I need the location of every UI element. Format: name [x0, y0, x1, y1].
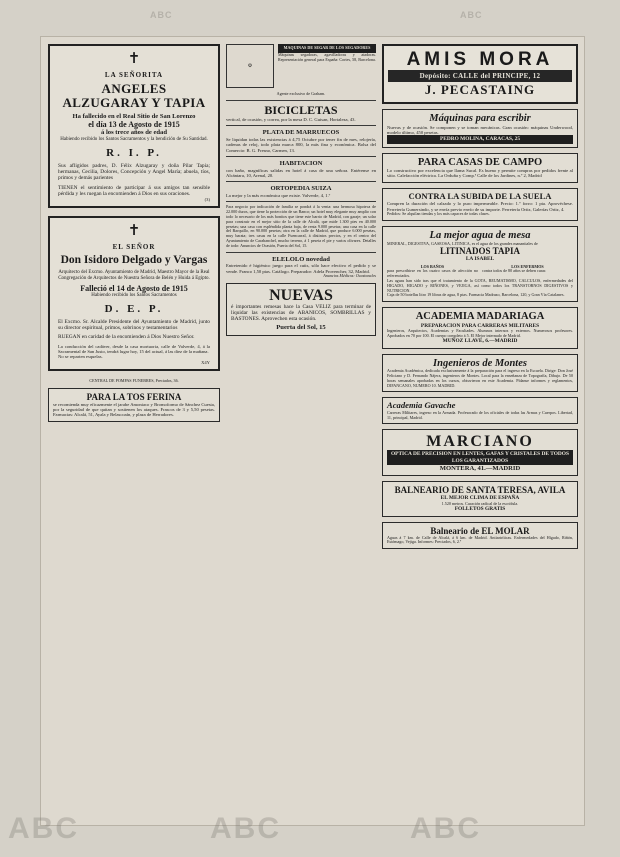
ad-gavache-title: Academia Gavache: [387, 400, 456, 411]
cross-icon: ✝: [127, 51, 141, 67]
ad-plata-body: Se liquidan todas las existencias á 4,75 Octubre por tener fin de mes, relojería, cadenas de reloj, todo plata marca 800, la más fina y económica. Bolsa del Comercio: B. G. Fresno, Carmen, 13.: [226, 136, 376, 153]
ad-ingenieros-montes: [382, 354, 578, 393]
ad-amis-title: AMIS MORA: [406, 49, 554, 70]
ad-elelolo-sig: Anuncios Médicos: Ocasionales: [323, 273, 376, 278]
obituary-prefix: EL SEÑOR: [112, 243, 156, 252]
column-middle: [226, 44, 376, 820]
ad-suela-body: Compren la duración del calzado y lo puro impermeable. Precio: 1.º forro: 1 pta. Aprovéchese. Ferretería Gumersindo, y se envía previo envío de su importe. Ferretería Ortiz, Galerías Ortiz, 4.: [387, 201, 573, 212]
ad-tos-ferina-title: PARA LA TOS FERINA: [86, 391, 182, 402]
ad-suela-sig: Pedidos: Se alquilan tiendas y los más capaces de todas clases.: [387, 211, 490, 217]
obituary-family: Sus afligidos padres, D. Félix Alzugaray y doña Pilar Tapia; hermanas, Cecilia, Dolores, Concepción y Angel María; abuela, tíos, primos y demás parientes: [58, 163, 210, 182]
ad-maquinas-title: MAQUINAS DE SEGAR DE LOS SEGADORES: [278, 44, 376, 53]
ad-bicicletas-title: BICICLETAS: [264, 102, 338, 117]
ad-agua-body2: Las aguas han sido tras que el tratamiento de la GOTA, REUMATISMO, CALCULOS, enfermedades del HIGADO, HIGADO y RIÑONES, y VEJIGA, así como todos los TRANSTORNOS DIGESTIVOS y NUTRICION.: [387, 277, 573, 293]
ad-maquinas-segar: [226, 44, 376, 88]
ad-casas-body: Lo constructivo por excelencia que llama Sucal. Es bueno y permite compras por pedidos frente al sitio. Calefacción eléctrica. La Orduña y Comp.ª Calle de los Jardines, n.º 2, Madrid: [387, 168, 573, 179]
ad-agua-col1-title: LOS BAÑOS: [420, 263, 445, 269]
ad-teresa-body: 1.520 metros. Curación radical de la escrófula.: [441, 500, 519, 506]
ad-academia-gavache: [382, 397, 578, 424]
ad-bicicletas-body: vertical, de ocasión, y correa, por la mesa D. C. Guisan, Hortaleza, 43.: [226, 116, 356, 122]
ad-tos-ferina: [48, 388, 220, 422]
watermark-abc: ABC: [150, 10, 173, 20]
ad-nuevas-title: NUEVAS: [269, 286, 333, 304]
ad-tos-ferina-body: se recomienda muy eficazmente el jarabe Amoniaco y Bromoformo de Sánchez Cuesta, por la seguridad de que quitan y sostienen los ataques. Frascos de 3 y 5,50 pesetas. Farmacias: Alcalá, 51, Ayala y Belascoaín, y plaza de Herradores.: [53, 401, 215, 418]
obituary-dep: D. E. P.: [104, 303, 164, 316]
ad-casas-title: PARA CASAS DE CAMPO: [417, 156, 543, 168]
ad-fincas-ocasion: Para negocio por indicación de familia se pondrá á la venta: una hermosa hipoteca de 22.000 duros, que tiene la protección de un Banco; un hotel muy elegante muy amplio con todo lo necesario de los más bonitos que tiene este barrio de Madrid, con garaje; un solar para construir en el mejor sitio de la calle de Alcalá, que mide 1.300 pies en 40.000 pesetas; una casa con espléndida planta baja, de renta 9.000 pesetas; una casa en la calle del Barquillo, en 90.000 pesetas; otra en la calle de Madrid, que produce 6.000 pesetas, muy barata; tres casas en la calle Fuencarral, á distintos precios, y en el centro del Ayuntamiento de Carabanchel, mucho terreno, á 1 peseta el pie y varios olivares. Detalles de todo: Anuncios de Ocasión, Puerta del Sol, 15.: [226, 204, 376, 248]
obituary-sacraments: Habiendo recibido los Santos Sacramentos: [91, 293, 177, 299]
ad-molar-body: Aguas á 7 km. de Calle de Alcalá, á 6 km. de Madrid. Antiartríticas. Enfermedades del Hígado, Riñón, Estómago, Vejiga. Informes: Preciados, 6, 2.º: [387, 534, 573, 545]
ad-balneario-santa-teresa: [382, 481, 578, 516]
watermark-abc: ABC: [460, 10, 483, 20]
obituary-death-date: Falleció el 14 de Agosto de 1915: [80, 284, 188, 294]
ad-ingenieros-title: Ingenieros de Montes: [433, 357, 527, 369]
obituary-name: ANGELES ALZUGARAY Y TAPIA: [62, 81, 206, 110]
cross-icon: ✝: [127, 223, 141, 240]
ad-plata-title: PLATA DE MARRUECOS: [262, 129, 340, 137]
ad-maquinas-body: Máquinas segadoras, agavilladoras y atadoras. Representación general para España: Cortes, 58, Barcelona.: [278, 51, 376, 62]
ad-escribir-title: Máquinas para escribir: [429, 113, 531, 124]
ad-marciano-sub: OPTICA DE PRECISION EN LENTES, GAFAS Y CRISTALES DE TODOS LOS GARANTIZADOS: [387, 450, 573, 464]
ad-suela-title: CONTRA LA SUBIDA DE LA SUELA: [408, 190, 552, 201]
ad-agua-title: La mejor agua de mesa: [429, 230, 531, 242]
obituary-plea: RUEGAN en caridad de la encomienden á Dios Nuestro Señor.: [58, 334, 195, 341]
column-right: [382, 44, 578, 820]
ad-nuevas-veliz: [226, 283, 376, 336]
obituary-name: Don Isidoro Delgado y Vargas: [60, 254, 208, 267]
ad-teresa-free: FOLLETOS GRATIS: [454, 506, 506, 513]
ad-gavache-body: Carreras Militares, ingreso en la Armada. Profesorado de los oficiales de todas las Armas y Cuerpos. Libertad, 11, principal, Madrid.: [387, 409, 573, 420]
ad-maquinas-tagline: Agente exclusivo de Graham.: [276, 91, 326, 96]
obituary-prefix: LA SEÑORITA: [104, 71, 164, 79]
ad-subida-suela: [382, 188, 578, 221]
ad-agua-sub: LA ISABEL: [465, 256, 495, 263]
segadora-illustration: [226, 44, 274, 88]
ad-plata-marruecos: [226, 129, 376, 153]
obituary-funeral-note: La conducción del cadáver, desde la casa mortuoria, calle de Valverde, 4, á la Sacramental de San Justo, tendrá lugar hoy, 15 del actual, á las diez de la mañana.: [58, 343, 210, 355]
obituary-family: El Excmo. Sr. Alcalde Presidente del Ayuntamiento de Madrid, junto su director espiritual, primos, sobrinos y testamentarios: [58, 319, 210, 332]
ad-bicicletas: [226, 104, 376, 122]
ad-ortopedia-body: La mejor y la más económica que existe. Valverde, 4, 1.º: [226, 193, 331, 199]
ad-amis-mora: [382, 44, 578, 104]
ad-marciano: [382, 429, 578, 476]
ad-madariaga-address: MUÑOZ LLAVE, 6.—MADRID: [442, 338, 518, 345]
ad-teresa-title: BALNEARIO DE SANTA TERESA, AVILA: [394, 485, 566, 496]
ad-ingenieros-body: Academia Académica, dedicada exclusivamente á la preparación para el ingreso en la Escuela. Dirige: Don José Feliciano y D. Fernando Nájera, ingenieros de Montes. Local para la enseñanza de Topografía, Dibujo. De 50 horas semanales aprobadas en los cursos, obtuvieron en este Academia. Pídanse informes y reglamentos, DIFANCANO, NUMERO 10. MADRID.: [387, 368, 573, 388]
ad-casas-campo: [382, 153, 578, 183]
obituary-rip: R. I. P.: [106, 147, 162, 159]
watermark-abc: ABC: [410, 812, 481, 845]
watermark-abc: ABC: [210, 812, 281, 845]
obituary-plea: TIENEN el sentimiento de participar á sus amigos tan sensible pérdida y les ruegan la encomienden á Dios en sus oraciones.: [58, 184, 210, 197]
watermark-abc: ABC: [8, 812, 79, 845]
ad-agua-footer: Caja de 50 botellas litro 19 libras de agua, 8 ptas. Farmacia Madrazo, Barcelona, 120, y Gran Vía Catalanes.: [387, 292, 565, 298]
ad-madariaga-sub: PREPARACION PARA CARRERAS MILITARES: [420, 322, 540, 329]
ad-amis-band: Depósito: CALLE del PRINCIPE, 12: [388, 70, 572, 82]
ad-agua-col2: contra todos de 80 años se deben curar.: [482, 268, 547, 274]
ad-agua-body: MINERAL, DIGESTIVA, GASEOSA, LITINICA, es el agua de los grandes manantiales de: [387, 240, 538, 246]
obituary-mark: (3): [204, 197, 210, 203]
obituary-death-date: el día 13 de Agosto de 1915: [88, 120, 180, 129]
ad-agua-col2-title: LOS ENFERMOS: [511, 263, 544, 269]
ad-madariaga-title: ACADEMIA MADARIAGA: [415, 311, 545, 323]
funeral-home-credit: CENTRAL DE POMPAS FUNEBRES, Preciados, 36.: [89, 377, 179, 383]
ad-elelolo-body: Entretenido é higiénico juego para el cutis, sólo hace efectivo el pedido y se vende. Franco 1,50 ptas. Catálogo. Preparador: Adela Provencher, 32, Madrid.: [226, 263, 376, 274]
ad-elelolo: [226, 256, 376, 279]
ad-nuevas-sub: é importantes remesas hace la Casa VELIZ para terminar de liquidar las existencias de ABANICOS, SOMBRILLAS y BASTONES. Aprovechen esta ocasión.: [231, 303, 371, 323]
ad-balneario-el-molar: [382, 522, 578, 550]
obituary-sacraments: Habiendo recibido los Santos Sacramentos y la bendición de Su Santidad.: [60, 137, 208, 142]
ad-escribir-address: PEDRO MOLINA, CARACAS, 25: [387, 135, 573, 143]
ad-elelolo-title: ELELOLO novedad: [272, 255, 330, 263]
obituary-age: á los trece años de edad: [101, 129, 167, 136]
ad-ortopedia-suiza: [226, 185, 376, 198]
ad-marciano-address: MONTERA, 41.—MADRID: [439, 464, 521, 472]
obituary-delgado: [48, 216, 220, 371]
segadora-icon: ⚙: [247, 64, 253, 69]
obituary-titles: Arquitecto del Excmo. Ayuntamiento de Madrid, Maestro Mayor de la Real Congregación de Arquitectos de Nuestra Señora de Belén y Huida á Egipto.: [58, 270, 210, 282]
ad-agua-col1: para prescribirse en los cuatro casos de afección no referenciados.: [387, 268, 478, 279]
ad-ortopedia-title: ORTOPEDIA SUIZA: [270, 185, 332, 193]
ad-habitacion-body: con baño, magníficas salidas en hotel á casa de una señora. Entérense en Alcántara, 10, Arenal, 20.: [226, 167, 376, 179]
ad-agua-mesa: [382, 226, 578, 302]
ad-academia-madariaga: [382, 307, 578, 349]
column-left: [48, 44, 220, 820]
ad-maquinas-escribir: [382, 109, 578, 148]
ad-madariaga-body: Ingenieros, Arquitectos, Academias y Facultades. Alumnos internos y externos. Numerosos profesores. Aprobados en 70 por 100. El cuerpo completo á 5. El Mejor internado de Madrid.: [387, 327, 573, 338]
obituary-mark: X4Y: [201, 359, 210, 365]
obituary-alzugaray: [48, 44, 220, 208]
obituary-no-cards: No se reparten esquelas.: [58, 354, 103, 360]
ad-nuevas-address: Puerta del Sol, 15: [276, 324, 326, 332]
ad-habitacion: [226, 160, 376, 178]
ad-teresa-sub: EL MEJOR CLIMA DE ESPAÑA: [440, 495, 520, 502]
ad-marciano-title: MARCIANO: [426, 433, 534, 451]
obituary-death-place: Ha fallecido en el Real Sitio de San Lorenzo: [72, 113, 196, 120]
ad-molar-title: Balneario de EL MOLAR: [430, 525, 530, 536]
ad-escribir-body: Nuevas y de ocasión. Se componen y se toman mecánicas. Gran ocasión: máquinas Underwood, modelo último, 450 pesetas.: [387, 124, 573, 135]
ad-agua-brand: LITINADOS TAPIA: [440, 246, 520, 257]
columns-container: [48, 44, 578, 820]
ad-habitacion-title: HABITACION: [279, 160, 323, 168]
ad-amis-sub: J. PECASTAING: [424, 82, 536, 97]
